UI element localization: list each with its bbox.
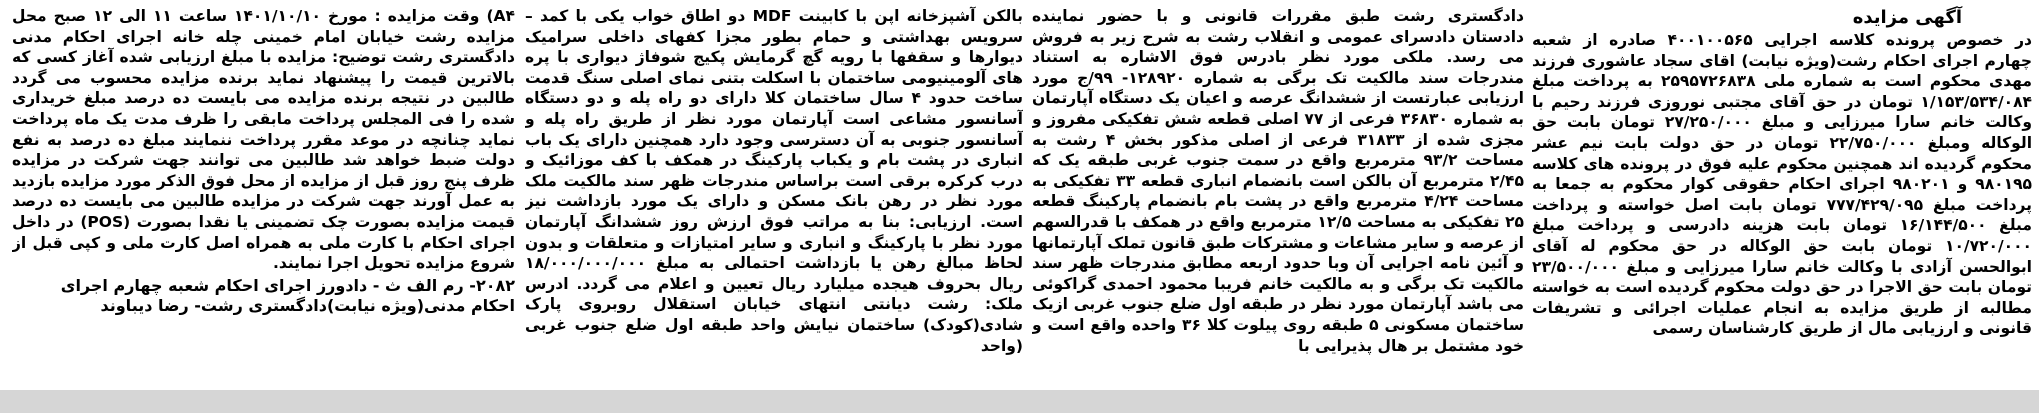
notice-paragraph: A۴) وقت مزایده : مورخ ۱۴۰۱/۱۰/۱۰ ساعت ۱۱ الی ۱۲ صبح محل مزایده رشت خیابان امام خمینی چله خانه اجرای احکام مدنی دادگستری رشت توضیح: مزایده با مبلغ ارزیابی شده آغاز کسی که بالاترین قیمت را پیشنهاد نماید برنده مزایده محسوب می گردد طالبین در نتیجه برنده مزایده می بایست ده درصد مبلغ خریداری شده را فی المجلس پرداخت مابقی را ظرف مدت یک ماه پرداخت نماید چنانچه در موعد مقرر پرداخت ننمایند مبلغ ده درصد به نفع دولت ضبط خواهد شد طالبین می توانند جهت شرکت در مزایده ظرف پنج روز قبل از مزایده از محل فوق الذکر مورد مزایده بازدید به عمل آورند جهت شرکت در مزایده طالبین می بایست ده درصد قیمت مزایده بصورت چک تضمینی یا نقدا بصورت (POS) در داخل اجرای احکام با کارت ملی به همراه اصل کارت ملی و کپی قبل از شروع مزایده تحویل اجرا نمایند. <box>12 7 515 273</box>
notice-signature: ۲۰۸۲- رم الف ث - دادورز اجرای احکام شعبه چهارم اجرای احکام مدنی(ویژه نیابت)دادگستری رشت- رضا دیباوند <box>60 275 515 316</box>
notice-paragraph: در خصوص پرونده کلاسه اجرایی ۴۰۰۱۰۰۵۶۵ صادره از شعبه چهارم اجرای احکام رشت(ویژه نیابت) اقای سجاد عاشوری فرزند مهدی محکوم است به شماره ملی ۲۵۹۵۷۲۶۸۳۸ به پرداخت مبلغ ۱/۱۵۳/۵۳۴/۰۸۴ تومان در حق آقای مجتبی نوروزی فرزند رحیم با وکالت خانم سارا میرزایی و مبلغ ۲۷/۲۵۰/۰۰۰ تومان بابت حق الوکاله ومبلغ ۲۲/۷۵۰/۰۰۰ تومان در حق دولت بابت نیم عشر محکوم گردیده اند همچنین محکوم علیه فوق در پرونده های کلاسه ۹۸۰۱۹۵ و ۹۸۰۲۰۱ اجرای احکام حقوقی کوار محکوم به جمعا به پرداخت مبلغ ۷۷۷/۴۲۹/۰۹۵ تومان بابت اصل خواسته و پرداخت مبلغ ۱۶/۱۴۴/۵۰۰ تومان بابت هزینه دادرسی و پرداخت مبلغ ۱۰/۷۲۰/۰۰۰ تومان بابت حق الوکاله در حق محکوم له آقای ابوالحسن آزادی با وکالت خانم سارا میرزایی و مبلغ ۲۳/۵۰۰/۰۰۰ تومان بابت حق الاجرا در حق دولت محکوم گردیده است به خواسته مطالبه از طریق مزایده به انجام عملیات اجرائی و تشریفات قانونی و ارزیابی مال از طریق کارشناسان رسمی <box>1532 31 2032 338</box>
notice-title: آگهی مزایده <box>1852 7 1962 28</box>
notice-column-1 <box>1532 6 2032 376</box>
notice-column-3 <box>525 6 1023 376</box>
notice-column-2 <box>1032 6 1524 376</box>
notice-column-4 <box>12 6 515 376</box>
notice-paragraph: دادگستری رشت طبق مقررات قانونی و با حضور نماینده دادستان دادسرای عمومی و انقلاب رشت به شرح زیر به فروش می رسد. ملکی مورد نظر بادرس فوق الاشاره به استناد مندرجات سند مالکیت تک برگی به شماره ۱۲۸۹۲۰- ۹۹/ج مورد ارزیابی عبارتست از ششدانگ عرصه و اعیان یک دستگاه آپارتمان به شماره ۳۶۸۳۰ فرعی از ۷۷ اصلی قطعه شش تفکیکی مفروز و مجزی شده از ۳۱۸۳۳ فرعی از اصلی مذکور بخش ۴ رشت به مساحت ۹۳/۲ مترمربع واقع در سمت جنوب غربی طبقه یک که ۲/۴۵ مترمربع آن بالکن است بانضمام انباری قطعه ۳۳ تفکیکی به مساحت ۴/۲۴ مترمربع واقع در پشت بام بانضمام پارکینگ قطعه ۲۵ تفکیکی به مساحت ۱۲/۵ مترمربع واقع در همکف با قدرالسهم از عرصه و سایر مشاعات و مشترکات طبق قانون تملک آپارتمانها و آئین نامه اجرایی آن وبا حدود اربعه مطابق مندرجات ظهر سند مالکیت تک برگی و به مالکیت خانم فریبا محمود احمدی گراکوئی می باشد آپارتمان مورد نظر در طبقه اول ضلع جنوب غربی ازیک ساختمان مسکونی ۵ طبقه روی پیلوت کلا ۳۶ واحده واقع است و خود مشتمل بر هال پذیرایی با <box>1032 7 1524 355</box>
notice-paragraph: بالکن آشپزخانه اپن با کابینت MDF دو اطاق خواب یکی با کمد –سرویس بهداشتی و حمام بطور مجزا کفهای داخلی سرامیک دیوارها و سقفها با رویه گچ گرمایش پکیج شوفاژ دیواری با پره های آلومینیومی ساختمان با اسکلت بتنی نمای اصلی سنگ قدمت ساخت حدود ۴ سال ساختمان کلا دارای دو راه پله و دو دستگاه آسانسور مشاعی است آپارتمان مورد نظر از طریق راه پله و آسانسور جنوبی به آن دسترسی وجود دارد همچنین دارای یک باب انباری در پشت بام و یکباب پارکینگ در همکف با کف موزائیک و درب کرکره برقی است براساس مندرجات ظهر سند مالکیت ملک مورد نظر در رهن بانک مسکن و دارای یک مورد بازداشت نیز است. ارزیابی: بنا به مراتب فوق ارزش روز ششدانگ آپارتمان مورد نظر با پارکینگ و انباری و سایر امتیازات و متعلقات و بدون لحاظ مبالغ رهن یا بازداشت احتمالی به مبلغ ۱۸/۰۰۰/۰۰۰/۰۰۰ ریال بحروف هیجده میلیارد ریال تعیین و اعلام می گردد. ادرس ملک: رشت دیانتی انتهای خیابان استقلال روبروی پارک شادی(کودک) ساختمان نیایش واحد طبقه اول ضلع جنوب غربی (واحد <box>525 7 1023 355</box>
page-bottom-band <box>0 390 2039 413</box>
